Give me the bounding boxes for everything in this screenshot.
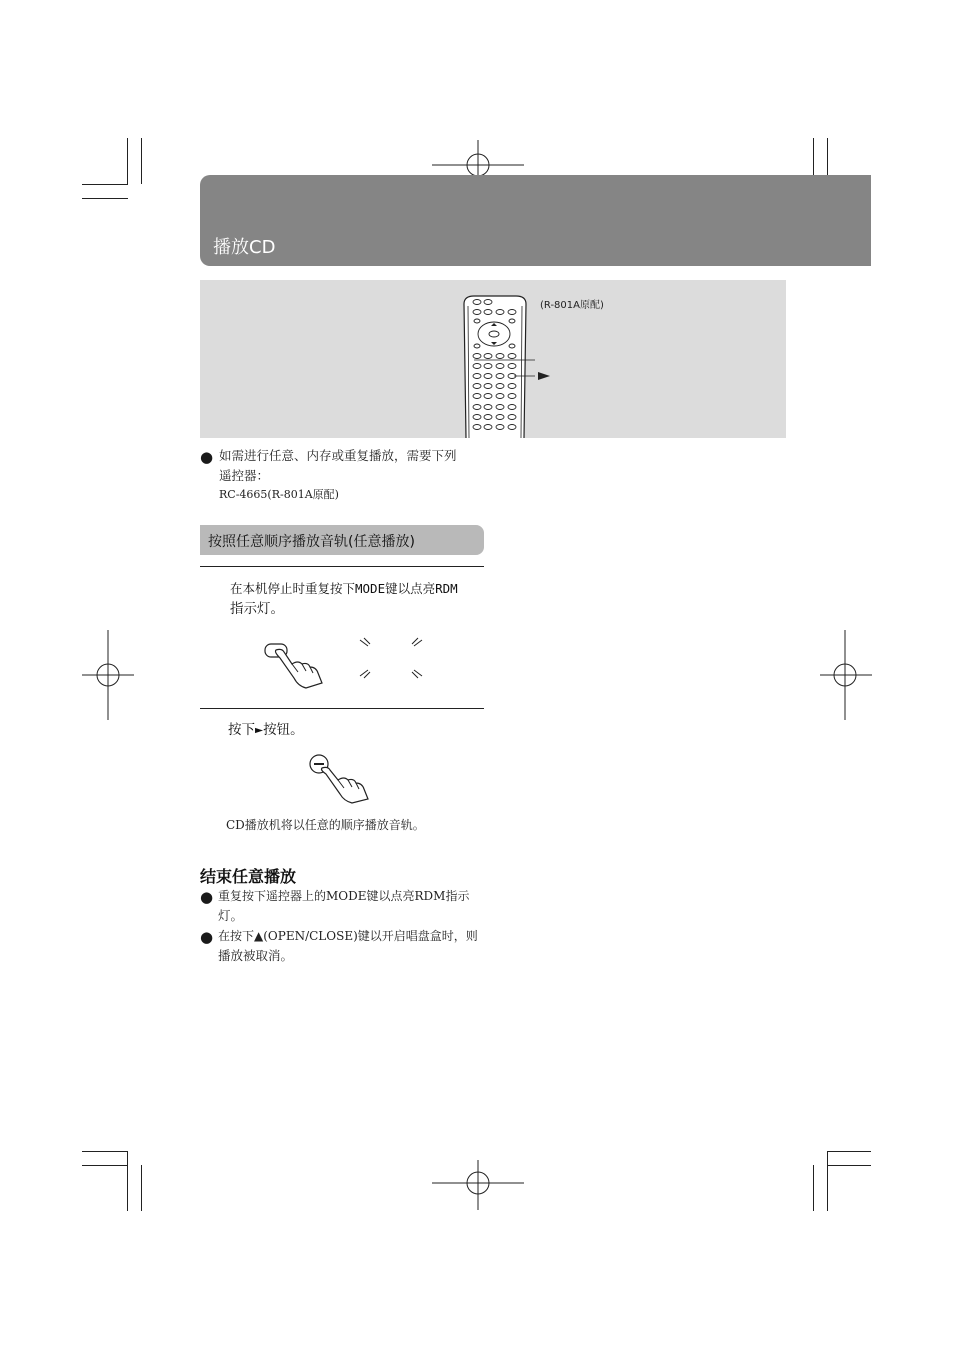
- bullet-icon: ●: [200, 888, 214, 906]
- end-bullet-1-line-2: 灯。: [218, 908, 244, 923]
- registration-mark-bottom: [432, 1160, 524, 1210]
- registration-mark-right: [820, 630, 872, 720]
- page-title: 播放CD: [213, 237, 276, 258]
- end-bullet-2-line-2: 播放被取消。: [218, 948, 294, 963]
- step-2-divider: [200, 708, 484, 709]
- finger-press-mode-icon: [262, 640, 326, 690]
- finger-press-play-icon: [306, 752, 370, 804]
- remote-model-note: (R-801A原配): [540, 300, 604, 311]
- section-heading: 按照任意顺序播放音轨(任意播放): [208, 534, 415, 550]
- intro-line-1: 如需进行任意、内存或重复播放，需要下列: [219, 448, 457, 463]
- bullet-icon: ●: [200, 448, 214, 466]
- step-1-divider: [200, 566, 484, 567]
- rdm-indicator-blink-icon: [356, 636, 426, 680]
- intro-line-3: RC-4665(R-801A原配): [219, 488, 339, 501]
- registration-mark-left: [82, 630, 134, 720]
- remote-control-illustration: [460, 294, 555, 438]
- end-bullet-1-line-1: 重复按下遥控器上的MODE键以点亮RDM指示: [218, 889, 470, 903]
- step-1-line-2: 指示灯。: [230, 601, 284, 617]
- end-section-title: 结束任意播放: [200, 867, 297, 886]
- step-2-text: 按下►按钮。: [228, 722, 304, 738]
- bullet-icon: ●: [200, 928, 214, 946]
- step-2-result: CD播放机将以任意的顺序播放音轨。: [226, 818, 425, 832]
- step-1-line-1: 在本机停止时重复按下MODE键以点亮RDM: [230, 581, 458, 596]
- end-bullet-2-line-1: 在按下▲(OPEN/CLOSE)键以开启唱盘盒时，则: [218, 929, 478, 943]
- intro-line-2: 遥控器：: [219, 468, 270, 483]
- header-band: [200, 175, 871, 266]
